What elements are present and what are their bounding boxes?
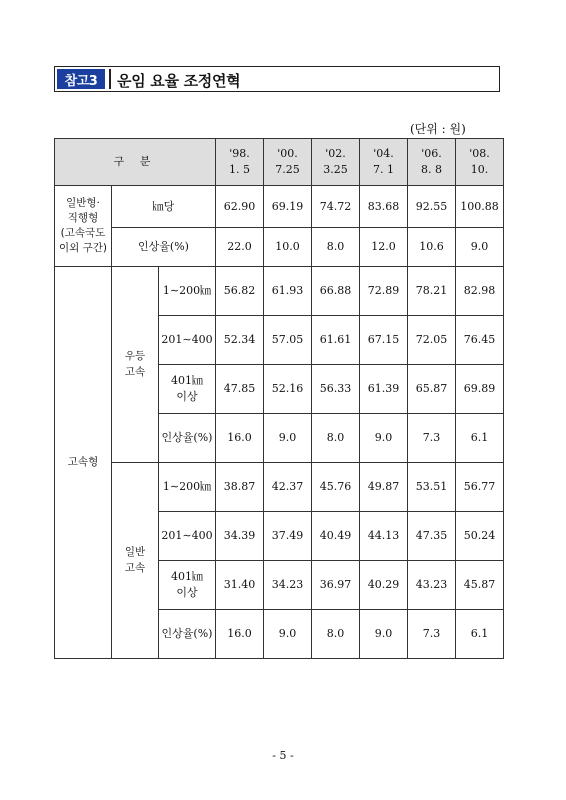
table-cell: 44.13 — [360, 512, 408, 561]
table-cell: 31.40 — [216, 561, 264, 610]
date-day: 7.25 — [275, 163, 300, 176]
label-line: 201∼400 — [161, 333, 213, 347]
label-line: 인상율(%) — [161, 627, 213, 641]
page-title: 운임 요율 조정연혁 — [117, 72, 241, 90]
table-cell: 45.76 — [312, 463, 360, 512]
table-cell: 62.90 — [216, 186, 264, 228]
table-cell: 8.0 — [312, 228, 360, 267]
regular-express-label — [112, 463, 159, 659]
date-year: '02. — [325, 147, 346, 161]
general-type-label — [55, 186, 112, 267]
table-cell: 12.0 — [360, 228, 408, 267]
table-cell: 22.0 — [216, 228, 264, 267]
table-cell: 82.98 — [456, 267, 504, 316]
date-header — [312, 139, 360, 186]
row-label — [159, 316, 216, 365]
row-label — [159, 414, 216, 463]
table-cell: 36.97 — [312, 561, 360, 610]
table-cell: 47.85 — [216, 365, 264, 414]
premium-express-label — [112, 267, 159, 463]
table-cell: 76.45 — [456, 316, 504, 365]
date-header — [408, 139, 456, 186]
table-cell: 72.05 — [408, 316, 456, 365]
table-cell: 43.23 — [408, 561, 456, 610]
page-number: - 5 - — [272, 749, 294, 762]
label-line: 이상 — [176, 390, 198, 403]
table-cell: 9.0 — [264, 414, 312, 463]
row-label — [159, 365, 216, 414]
label-line: 인상율(%) — [161, 431, 213, 445]
row-label — [159, 610, 216, 659]
table-cell: 72.89 — [360, 267, 408, 316]
row-label — [159, 561, 216, 610]
table-cell: 10.6 — [408, 228, 456, 267]
table-cell: 6.1 — [456, 610, 504, 659]
table-header-row — [55, 139, 504, 186]
express-type-label: 고속형 — [55, 267, 112, 659]
row-label: ㎞당 — [112, 186, 216, 228]
table-cell: 40.49 — [312, 512, 360, 561]
table-cell: 8.0 — [312, 610, 360, 659]
table-cell: 37.49 — [264, 512, 312, 561]
table-cell: 61.61 — [312, 316, 360, 365]
fare-rate-table — [54, 138, 504, 659]
table-cell: 16.0 — [216, 414, 264, 463]
section-header — [54, 66, 500, 92]
table-cell: 10.0 — [264, 228, 312, 267]
row-label: 인상율(%) — [112, 228, 216, 267]
date-day: 1. 5 — [229, 163, 250, 176]
table-cell: 74.72 — [312, 186, 360, 228]
date-header — [216, 139, 264, 186]
date-header — [360, 139, 408, 186]
label-line: 고속 — [124, 561, 146, 574]
table-cell: 61.39 — [360, 365, 408, 414]
table-cell: 42.37 — [264, 463, 312, 512]
date-year: '06. — [421, 147, 442, 161]
table-cell: 57.05 — [264, 316, 312, 365]
label-line: 201∼400 — [161, 529, 213, 543]
header-divider — [109, 69, 111, 89]
table-cell: 34.23 — [264, 561, 312, 610]
table-cell: 9.0 — [360, 610, 408, 659]
table-cell: 49.87 — [360, 463, 408, 512]
label-line: 일반형· — [66, 196, 100, 209]
table-cell: 16.0 — [216, 610, 264, 659]
unit-note: (단위 : 원) — [410, 122, 466, 136]
date-header — [264, 139, 312, 186]
label-line: 직행형 — [67, 211, 99, 224]
table-cell: 9.0 — [264, 610, 312, 659]
label-line: 1∼200㎞ — [162, 284, 212, 298]
table-cell: 61.93 — [264, 267, 312, 316]
table-cell: 47.35 — [408, 512, 456, 561]
table-cell: 92.55 — [408, 186, 456, 228]
table-cell: 65.87 — [408, 365, 456, 414]
label-line: 이상 — [176, 586, 198, 599]
table-cell: 45.87 — [456, 561, 504, 610]
date-day: 3.25 — [323, 163, 348, 176]
date-day: 10. — [470, 163, 489, 176]
table-cell: 7.3 — [408, 414, 456, 463]
table-cell: 7.3 — [408, 610, 456, 659]
row-label — [159, 267, 216, 316]
row-label — [159, 463, 216, 512]
label-line: 우등 — [124, 350, 146, 363]
date-day: 7. 1 — [373, 163, 394, 176]
table-cell: 66.88 — [312, 267, 360, 316]
table-cell: 67.15 — [360, 316, 408, 365]
table-cell: 40.29 — [360, 561, 408, 610]
table-cell: 38.87 — [216, 463, 264, 512]
table-cell: 52.16 — [264, 365, 312, 414]
table-row — [55, 186, 504, 228]
category-header: 구 분 — [55, 139, 216, 186]
reference-tag: 참고3 — [57, 69, 105, 89]
table-cell: 52.34 — [216, 316, 264, 365]
table-cell: 69.89 — [456, 365, 504, 414]
table-cell: 9.0 — [360, 414, 408, 463]
table-cell: 56.77 — [456, 463, 504, 512]
label-line: 이외 구간) — [58, 242, 107, 255]
table-cell: 6.1 — [456, 414, 504, 463]
table-cell: 78.21 — [408, 267, 456, 316]
table-cell: 53.51 — [408, 463, 456, 512]
table-row — [55, 228, 504, 267]
table-cell: 56.82 — [216, 267, 264, 316]
table-cell: 56.33 — [312, 365, 360, 414]
date-year: '08. — [469, 147, 490, 161]
label-line: 고속 — [124, 365, 146, 378]
table-cell: 8.0 — [312, 414, 360, 463]
date-header — [456, 139, 504, 186]
label-line: 1∼200㎞ — [162, 480, 212, 494]
date-day: 8. 8 — [421, 163, 442, 176]
label-line: 401㎞ — [171, 374, 203, 388]
label-line: (고속국도 — [60, 227, 106, 239]
table-cell: 69.19 — [264, 186, 312, 228]
table-cell: 100.88 — [456, 186, 504, 228]
label-line: 401㎞ — [171, 570, 203, 584]
table-cell: 34.39 — [216, 512, 264, 561]
table-cell: 9.0 — [456, 228, 504, 267]
table-cell: 83.68 — [360, 186, 408, 228]
date-year: '04. — [373, 147, 394, 161]
label-line: 일반 — [124, 546, 146, 559]
table-row — [55, 267, 504, 316]
date-year: '00. — [277, 147, 298, 161]
table-cell: 50.24 — [456, 512, 504, 561]
row-label — [159, 512, 216, 561]
table-row — [55, 463, 504, 512]
date-year: '98. — [229, 147, 250, 161]
